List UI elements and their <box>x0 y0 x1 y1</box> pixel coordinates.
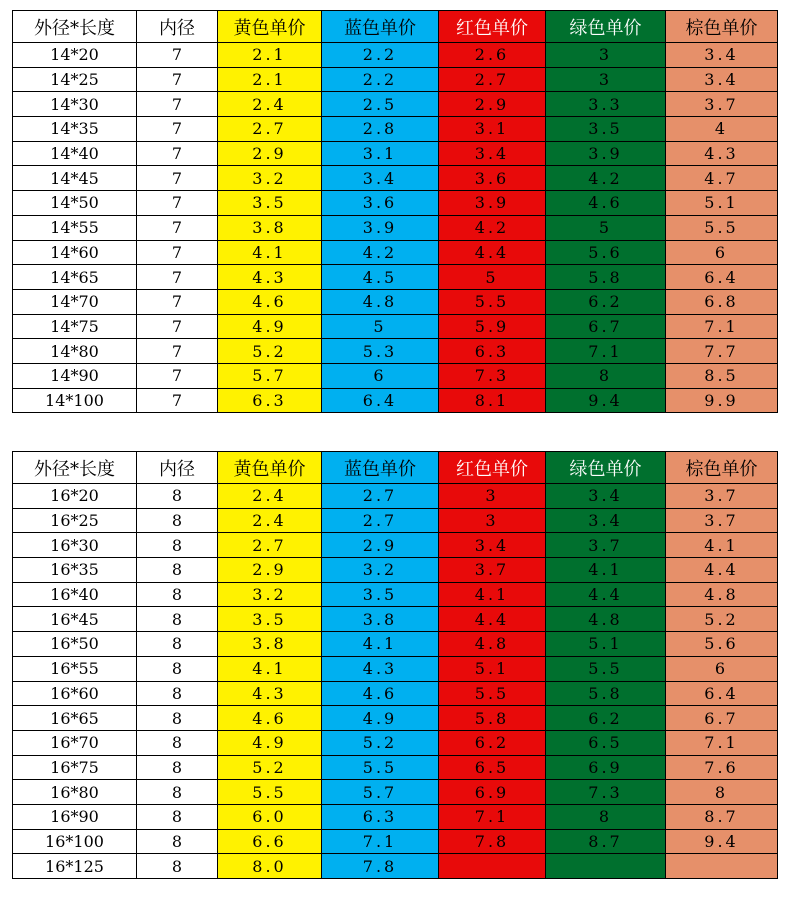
cell-red-price: 3.7 <box>439 558 546 583</box>
cell-inner-diameter: 8 <box>137 730 218 755</box>
cell-yellow-price: 4.6 <box>218 706 322 731</box>
table-row <box>13 607 778 632</box>
cell-red-price: 4.4 <box>439 607 546 632</box>
cell-brown-price: 6 <box>666 240 778 265</box>
cell-green-price: 3.5 <box>546 117 666 142</box>
cell-blue-price: 4.1 <box>322 632 439 657</box>
cell-blue-price: 2.9 <box>322 533 439 558</box>
cell-red-price: 3.1 <box>439 117 546 142</box>
cell-blue-price: 4.5 <box>322 265 439 290</box>
cell-yellow-price: 6.0 <box>218 804 322 829</box>
cell-blue-price: 2.2 <box>322 43 439 68</box>
cell-blue-price: 6 <box>322 363 439 388</box>
cell-yellow-price: 2.1 <box>218 67 322 92</box>
header-row <box>13 452 778 484</box>
cell-green-price: 8 <box>546 804 666 829</box>
header-inner-diameter: 内径 <box>137 452 218 484</box>
cell-yellow-price: 8.0 <box>218 854 322 879</box>
cell-yellow-price: 4.3 <box>218 265 322 290</box>
cell-size: 14*30 <box>13 92 137 117</box>
cell-blue-price: 3.6 <box>322 191 439 216</box>
cell-size: 16*65 <box>13 706 137 731</box>
table-row <box>13 339 778 364</box>
cell-size: 14*80 <box>13 339 137 364</box>
cell-inner-diameter: 7 <box>137 314 218 339</box>
cell-blue-price: 3.8 <box>322 607 439 632</box>
cell-brown-price: 3.7 <box>666 484 778 509</box>
cell-brown-price: 4.8 <box>666 582 778 607</box>
cell-red-price: 5.9 <box>439 314 546 339</box>
cell-inner-diameter: 8 <box>137 582 218 607</box>
table-row <box>13 854 778 879</box>
cell-brown-price: 7.7 <box>666 339 778 364</box>
cell-size: 16*90 <box>13 804 137 829</box>
cell-blue-price: 6.4 <box>322 388 439 413</box>
cell-inner-diameter: 7 <box>137 339 218 364</box>
cell-brown-price: 3.4 <box>666 43 778 68</box>
cell-green-price: 5.1 <box>546 632 666 657</box>
cell-size: 16*40 <box>13 582 137 607</box>
cell-yellow-price: 3.2 <box>218 166 322 191</box>
cell-inner-diameter: 8 <box>137 804 218 829</box>
header-size: 外径*长度 <box>13 11 137 43</box>
cell-brown-price: 6.4 <box>666 681 778 706</box>
cell-red-price: 2.7 <box>439 67 546 92</box>
cell-red-price: 5.8 <box>439 706 546 731</box>
cell-green-price: 3.9 <box>546 141 666 166</box>
cell-size: 14*75 <box>13 314 137 339</box>
cell-inner-diameter: 7 <box>137 363 218 388</box>
cell-green-price: 5.8 <box>546 681 666 706</box>
header-brown-price: 棕色单价 <box>666 11 778 43</box>
cell-inner-diameter: 8 <box>137 829 218 854</box>
cell-green-price: 7.1 <box>546 339 666 364</box>
cell-size: 14*90 <box>13 363 137 388</box>
header-green-price: 绿色单价 <box>546 452 666 484</box>
table-row <box>13 92 778 117</box>
cell-red-price: 3.4 <box>439 141 546 166</box>
cell-brown-price: 5.6 <box>666 632 778 657</box>
cell-red-price: 4.2 <box>439 215 546 240</box>
cell-brown-price: 4.7 <box>666 166 778 191</box>
cell-inner-diameter: 8 <box>137 780 218 805</box>
cell-red-price: 3.6 <box>439 166 546 191</box>
table-row <box>13 656 778 681</box>
cell-green-price: 6.2 <box>546 289 666 314</box>
cell-green-price: 5.5 <box>546 656 666 681</box>
cell-yellow-price: 4.9 <box>218 730 322 755</box>
cell-inner-diameter: 8 <box>137 681 218 706</box>
cell-inner-diameter: 7 <box>137 141 218 166</box>
cell-size: 16*100 <box>13 829 137 854</box>
cell-blue-price: 3.2 <box>322 558 439 583</box>
cell-size: 14*35 <box>13 117 137 142</box>
cell-yellow-price: 2.4 <box>218 484 322 509</box>
cell-yellow-price: 3.2 <box>218 582 322 607</box>
table-row <box>13 191 778 216</box>
cell-size: 14*70 <box>13 289 137 314</box>
cell-yellow-price: 2.4 <box>218 508 322 533</box>
cell-yellow-price: 2.9 <box>218 558 322 583</box>
cell-size: 14*40 <box>13 141 137 166</box>
cell-green-price: 5.6 <box>546 240 666 265</box>
cell-yellow-price: 2.1 <box>218 43 322 68</box>
cell-brown-price: 6.4 <box>666 265 778 290</box>
cell-green-price: 3.7 <box>546 533 666 558</box>
cell-yellow-price: 4.6 <box>218 289 322 314</box>
header-yellow-price: 黄色单价 <box>218 452 322 484</box>
cell-inner-diameter: 8 <box>137 632 218 657</box>
cell-inner-diameter: 8 <box>137 558 218 583</box>
cell-size: 14*65 <box>13 265 137 290</box>
table-row <box>13 780 778 805</box>
cell-red-price: 3.4 <box>439 533 546 558</box>
cell-size: 16*60 <box>13 681 137 706</box>
cell-size: 16*45 <box>13 607 137 632</box>
cell-brown-price: 5.2 <box>666 607 778 632</box>
cell-inner-diameter: 8 <box>137 854 218 879</box>
cell-green-price: 6.9 <box>546 755 666 780</box>
cell-size: 16*75 <box>13 755 137 780</box>
cell-blue-price: 4.3 <box>322 656 439 681</box>
cell-size: 14*20 <box>13 43 137 68</box>
cell-red-price: 6.2 <box>439 730 546 755</box>
cell-blue-price: 7.8 <box>322 854 439 879</box>
cell-brown-price: 4 <box>666 117 778 142</box>
cell-green-price: 5.8 <box>546 265 666 290</box>
cell-blue-price: 5.3 <box>322 339 439 364</box>
cell-blue-price: 4.9 <box>322 706 439 731</box>
header-size: 外径*长度 <box>13 452 137 484</box>
cell-size: 16*20 <box>13 484 137 509</box>
cell-red-price: 6.3 <box>439 339 546 364</box>
cell-inner-diameter: 7 <box>137 166 218 191</box>
table-row <box>13 533 778 558</box>
table-row <box>13 582 778 607</box>
cell-size: 14*60 <box>13 240 137 265</box>
cell-green-price: 3.4 <box>546 484 666 509</box>
table-row <box>13 508 778 533</box>
cell-red-price: 7.3 <box>439 363 546 388</box>
cell-green-price: 4.4 <box>546 582 666 607</box>
table-row <box>13 558 778 583</box>
cell-inner-diameter: 7 <box>137 265 218 290</box>
cell-size: 16*30 <box>13 533 137 558</box>
cell-yellow-price: 6.3 <box>218 388 322 413</box>
cell-yellow-price: 2.9 <box>218 141 322 166</box>
cell-yellow-price: 2.7 <box>218 117 322 142</box>
cell-green-price: 3.3 <box>546 92 666 117</box>
cell-inner-diameter: 7 <box>137 289 218 314</box>
cell-size: 16*25 <box>13 508 137 533</box>
cell-green-price: 8 <box>546 363 666 388</box>
header-inner-diameter: 内径 <box>137 11 218 43</box>
cell-brown-price: 8.5 <box>666 363 778 388</box>
cell-brown-price: 5.1 <box>666 191 778 216</box>
cell-blue-price: 3.5 <box>322 582 439 607</box>
cell-blue-price: 3.1 <box>322 141 439 166</box>
table-row <box>13 755 778 780</box>
table-row <box>13 265 778 290</box>
cell-blue-price: 5.2 <box>322 730 439 755</box>
cell-brown-price: 6 <box>666 656 778 681</box>
cell-size: 14*25 <box>13 67 137 92</box>
cell-brown-price: 7.6 <box>666 755 778 780</box>
cell-blue-price: 4.6 <box>322 681 439 706</box>
table-row <box>13 117 778 142</box>
cell-green-price: 6.5 <box>546 730 666 755</box>
cell-brown-price: 9.9 <box>666 388 778 413</box>
price-table-14 <box>12 10 778 413</box>
cell-green-price: 6.7 <box>546 314 666 339</box>
cell-blue-price: 4.8 <box>322 289 439 314</box>
cell-yellow-price: 3.8 <box>218 215 322 240</box>
table-row <box>13 289 778 314</box>
table-row <box>13 388 778 413</box>
header-red-price: 红色单价 <box>439 452 546 484</box>
header-red-price: 红色单价 <box>439 11 546 43</box>
cell-brown-price: 4.1 <box>666 533 778 558</box>
cell-size: 16*35 <box>13 558 137 583</box>
cell-red-price: 6.9 <box>439 780 546 805</box>
cell-yellow-price: 4.9 <box>218 314 322 339</box>
table-row <box>13 681 778 706</box>
cell-red-price: 7.8 <box>439 829 546 854</box>
cell-red-price: 5.1 <box>439 656 546 681</box>
table-row <box>13 363 778 388</box>
cell-red-price: 4.4 <box>439 240 546 265</box>
cell-green-price <box>546 854 666 879</box>
cell-yellow-price: 4.1 <box>218 240 322 265</box>
cell-brown-price: 4.4 <box>666 558 778 583</box>
cell-blue-price: 5.5 <box>322 755 439 780</box>
cell-inner-diameter: 8 <box>137 508 218 533</box>
cell-red-price: 4.8 <box>439 632 546 657</box>
cell-size: 16*80 <box>13 780 137 805</box>
cell-brown-price: 3.7 <box>666 508 778 533</box>
cell-blue-price: 2.5 <box>322 92 439 117</box>
cell-green-price: 4.1 <box>546 558 666 583</box>
cell-brown-price: 9.4 <box>666 829 778 854</box>
table-row <box>13 632 778 657</box>
cell-brown-price: 7.1 <box>666 314 778 339</box>
cell-inner-diameter: 7 <box>137 215 218 240</box>
cell-yellow-price: 5.5 <box>218 780 322 805</box>
cell-red-price: 4.1 <box>439 582 546 607</box>
cell-green-price: 3 <box>546 43 666 68</box>
cell-brown-price: 8 <box>666 780 778 805</box>
header-blue-price: 蓝色单价 <box>322 11 439 43</box>
cell-brown-price: 4.3 <box>666 141 778 166</box>
cell-inner-diameter: 8 <box>137 484 218 509</box>
table-row <box>13 314 778 339</box>
cell-yellow-price: 3.8 <box>218 632 322 657</box>
cell-size: 16*125 <box>13 854 137 879</box>
cell-inner-diameter: 8 <box>137 656 218 681</box>
cell-yellow-price: 5.7 <box>218 363 322 388</box>
table-row <box>13 484 778 509</box>
cell-red-price: 6.5 <box>439 755 546 780</box>
cell-yellow-price: 4.1 <box>218 656 322 681</box>
cell-blue-price: 3.4 <box>322 166 439 191</box>
cell-inner-diameter: 8 <box>137 607 218 632</box>
cell-size: 16*50 <box>13 632 137 657</box>
cell-red-price <box>439 854 546 879</box>
table-row <box>13 166 778 191</box>
cell-inner-diameter: 8 <box>137 755 218 780</box>
cell-red-price: 2.9 <box>439 92 546 117</box>
header-yellow-price: 黄色单价 <box>218 11 322 43</box>
cell-green-price: 4.2 <box>546 166 666 191</box>
table-row <box>13 215 778 240</box>
header-blue-price: 蓝色单价 <box>322 452 439 484</box>
cell-blue-price: 6.3 <box>322 804 439 829</box>
cell-size: 14*100 <box>13 388 137 413</box>
table-row <box>13 804 778 829</box>
cell-green-price: 6.2 <box>546 706 666 731</box>
cell-red-price: 5.5 <box>439 289 546 314</box>
cell-red-price: 3 <box>439 508 546 533</box>
cell-blue-price: 2.8 <box>322 117 439 142</box>
cell-blue-price: 3.9 <box>322 215 439 240</box>
table-row <box>13 829 778 854</box>
cell-green-price: 7.3 <box>546 780 666 805</box>
cell-red-price: 5 <box>439 265 546 290</box>
cell-inner-diameter: 7 <box>137 191 218 216</box>
cell-size: 14*50 <box>13 191 137 216</box>
cell-yellow-price: 4.3 <box>218 681 322 706</box>
header-brown-price: 棕色单价 <box>666 452 778 484</box>
cell-inner-diameter: 7 <box>137 67 218 92</box>
header-green-price: 绿色单价 <box>546 11 666 43</box>
cell-brown-price: 8.7 <box>666 804 778 829</box>
cell-red-price: 7.1 <box>439 804 546 829</box>
table-row <box>13 730 778 755</box>
table-row <box>13 43 778 68</box>
cell-brown-price: 6.8 <box>666 289 778 314</box>
cell-brown-price <box>666 854 778 879</box>
cell-inner-diameter: 7 <box>137 43 218 68</box>
cell-red-price: 5.5 <box>439 681 546 706</box>
cell-yellow-price: 3.5 <box>218 191 322 216</box>
cell-green-price: 3.4 <box>546 508 666 533</box>
cell-inner-diameter: 7 <box>137 92 218 117</box>
cell-blue-price: 2.7 <box>322 484 439 509</box>
cell-green-price: 8.7 <box>546 829 666 854</box>
cell-inner-diameter: 7 <box>137 117 218 142</box>
cell-yellow-price: 5.2 <box>218 339 322 364</box>
price-table-16 <box>12 451 778 879</box>
cell-size: 16*70 <box>13 730 137 755</box>
cell-brown-price: 6.7 <box>666 706 778 731</box>
cell-blue-price: 4.2 <box>322 240 439 265</box>
cell-blue-price: 5.7 <box>322 780 439 805</box>
cell-inner-diameter: 7 <box>137 388 218 413</box>
cell-green-price: 4.6 <box>546 191 666 216</box>
cell-inner-diameter: 8 <box>137 706 218 731</box>
cell-brown-price: 7.1 <box>666 730 778 755</box>
cell-blue-price: 7.1 <box>322 829 439 854</box>
cell-brown-price: 3.7 <box>666 92 778 117</box>
cell-yellow-price: 3.5 <box>218 607 322 632</box>
cell-size: 16*55 <box>13 656 137 681</box>
cell-inner-diameter: 7 <box>137 240 218 265</box>
cell-blue-price: 2.7 <box>322 508 439 533</box>
cell-size: 14*55 <box>13 215 137 240</box>
cell-green-price: 9.4 <box>546 388 666 413</box>
table-row <box>13 67 778 92</box>
cell-red-price: 2.6 <box>439 43 546 68</box>
cell-size: 14*45 <box>13 166 137 191</box>
table-row <box>13 706 778 731</box>
cell-yellow-price: 5.2 <box>218 755 322 780</box>
cell-green-price: 3 <box>546 67 666 92</box>
cell-inner-diameter: 8 <box>137 533 218 558</box>
table-row <box>13 141 778 166</box>
cell-brown-price: 3.4 <box>666 67 778 92</box>
cell-brown-price: 5.5 <box>666 215 778 240</box>
cell-blue-price: 5 <box>322 314 439 339</box>
cell-blue-price: 2.2 <box>322 67 439 92</box>
cell-red-price: 8.1 <box>439 388 546 413</box>
header-row <box>13 11 778 43</box>
table-row <box>13 240 778 265</box>
cell-green-price: 5 <box>546 215 666 240</box>
cell-red-price: 3.9 <box>439 191 546 216</box>
cell-green-price: 4.8 <box>546 607 666 632</box>
cell-yellow-price: 2.4 <box>218 92 322 117</box>
cell-red-price: 3 <box>439 484 546 509</box>
cell-yellow-price: 2.7 <box>218 533 322 558</box>
cell-yellow-price: 6.6 <box>218 829 322 854</box>
